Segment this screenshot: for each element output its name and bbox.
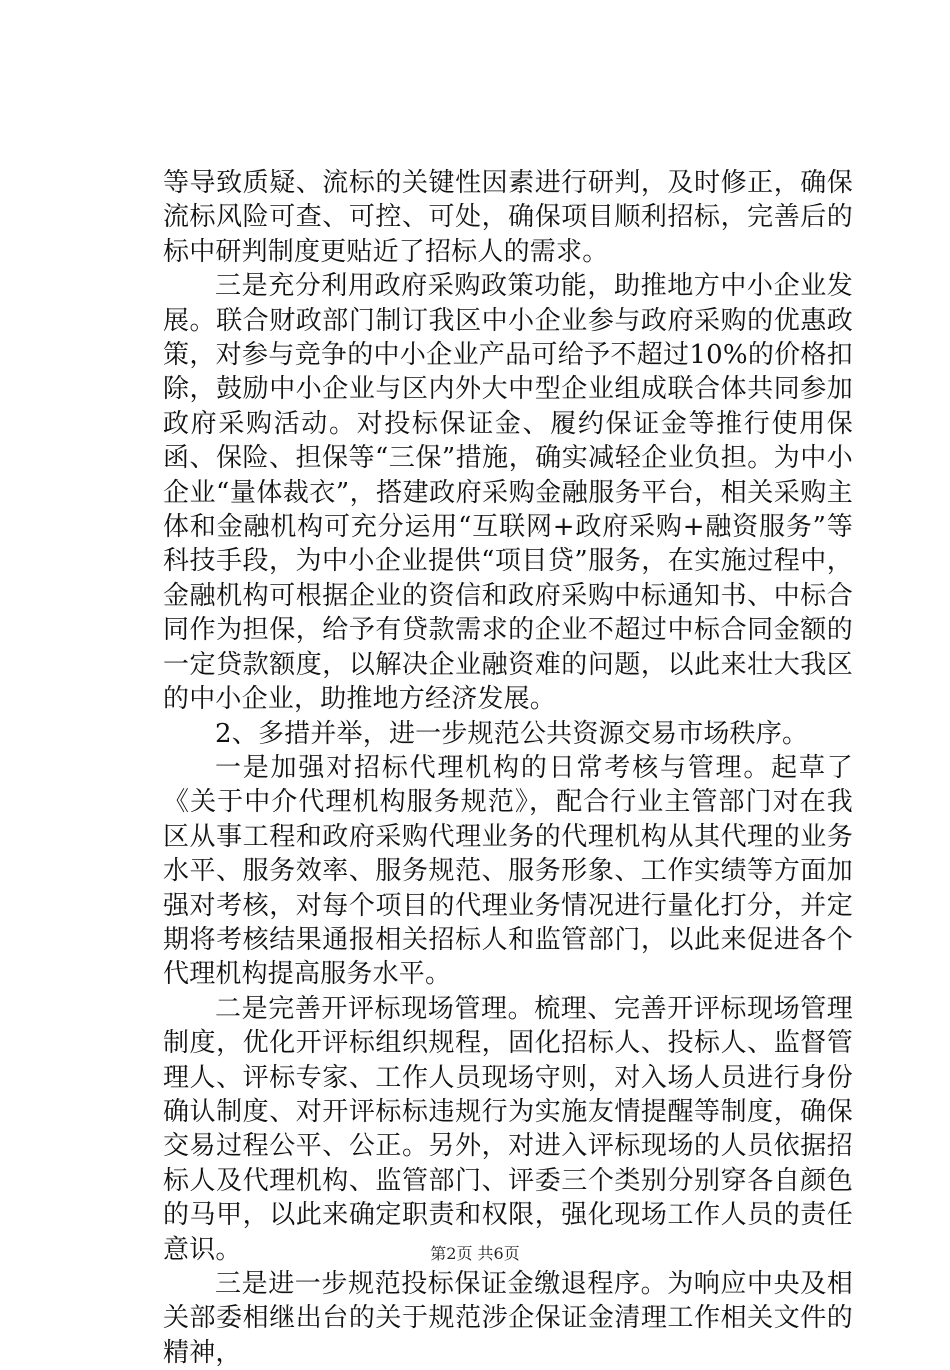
page-number-footer: 第2页 共6页 bbox=[430, 1244, 520, 1263]
paragraph-5: 二是完善开评标现场管理。梳理、完善开评标现场管理制度，优化开评标组织规程，固化招标人、投标人、监督管理人、评标专家、工作人员现场守则，对入场人员进行身份确认制度、对开评标标违规行为实施友情提醒等制度，确保交易过程公平、公正。另外，对进入评标现场的人员依据招标人及代理机构、监管部门、评委三个类别分别穿各自颜色的马甲，以此来确定职责和权限，强化现场工作人员的责任意识。 bbox=[163, 993, 853, 1265]
paragraph-4: 一是加强对招标代理机构的日常考核与管理。起草了《关于中介代理机构服务规范》，配合行业主管部门对在我区从事工程和政府采购代理业务的代理机构从其代理的业务水平、服务效率、服务规范、服务形象、工作实绩等方面加强对考核，对每个项目的代理业务情况进行量化打分，并定期将考核结果通报相关招标人和监管部门，以此来促进各个代理机构提高服务水平。 bbox=[163, 752, 853, 990]
paragraph-2: 三是充分利用政府采购政策功能，助推地方中小企业发展。联合财政部门制订我区中小企业参与政府采购的优惠政策，对参与竞争的中小企业产品可给予不超过10%的价格扣除，鼓励中小企业与区内外大中型企业组成联合体共同参加政府采购活动。对投标保证金、履约保证金等推行使用保函、保险、担保等“三保”措施，确实减轻企业负担。为中小企业“量体裁衣”，搭建政府采购金融服务平台，相关采购主体和金融机构可充分运用“互联网+政府采购+融资服务”等科技手段，为中小企业提供“项目贷”服务，在实施过程中，金融机构可根据企业的资信和政府采购中标通知书、中标合同作为担保，给予有贷款需求的企业不超过中标合同金额的一定贷款额度，以解决企业融资难的问题，以此来壮大我区的中小企业，助推地方经济发展。 bbox=[163, 271, 853, 715]
document-body bbox=[163, 166, 853, 1370]
paragraph-1: 等导致质疑、流标的关键性因素进行研判，及时修正，确保流标风险可查、可控、可处，确保项目顺利招标，完善后的标中研判制度更贴近了招标人的需求。 bbox=[163, 168, 853, 267]
paragraph-3-heading: 2、多措并举，进一步规范公共资源交易市场秩序。 bbox=[215, 718, 809, 749]
paragraph-6: 三是进一步规范投标保证金缴退程序。为响应中央及相关部委相继出台的关于规范涉企保证金清理工作相关文件的精神， bbox=[163, 1269, 853, 1368]
